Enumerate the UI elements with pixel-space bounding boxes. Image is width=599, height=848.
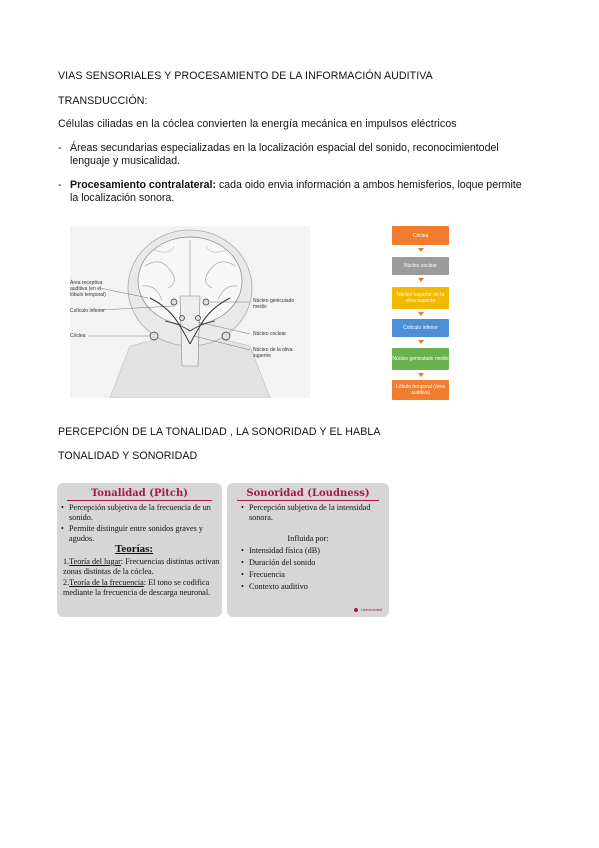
section-transduccion: TRANSDUCCIÓN: bbox=[58, 95, 148, 107]
auditory-pathway-figure bbox=[70, 226, 310, 398]
teoria-frecuencia: 2.Teoría de la frecuencia: El tono se codifica mediante la frecuencia de descarga neuronal. bbox=[63, 578, 211, 597]
flow-arrow-icon bbox=[418, 373, 424, 377]
label-coclea: Cóclea bbox=[70, 333, 86, 339]
flow-arrow-icon bbox=[418, 278, 424, 282]
university-logo-text: Universidad bbox=[361, 607, 383, 612]
label-oliva-superior: Núcleo de la oliva superior bbox=[253, 347, 293, 359]
bullet-areas-text: Áreas secundarias especializadas en la localización espacial del sonido, reconocimientodel lenguaje y musicalidad. bbox=[70, 142, 499, 167]
document-title: VIAS SENSORIALES Y PROCESAMIENTO DE LA INFORMACIÓN AUDITIVA bbox=[58, 70, 433, 82]
label-nucleo-coclear: Núcleo coclear bbox=[253, 331, 287, 337]
flow-box-coclea: Cóclea bbox=[392, 226, 449, 245]
paragraph-celulas: Células ciliadas en la cóclea convierten la energía mecánica en impulsos eléctricos bbox=[58, 118, 457, 130]
label-nucleo-geniculado: Núcleo geniculado medio bbox=[253, 298, 295, 310]
flow-box-lobulo-temporal: Lóbulo temporal (área auditiva) bbox=[392, 380, 449, 400]
flow-arrow-icon bbox=[418, 340, 424, 344]
section-percepcion: PERCEPCIÓN DE LA TONALIDAD , LA SONORIDAD Y EL HABLA bbox=[58, 426, 381, 438]
tonalidad-sonoridad-figure bbox=[55, 480, 391, 618]
sonoridad-item: • Frecuencia bbox=[249, 570, 285, 580]
bullet-contralateral-text bbox=[58, 179, 528, 205]
flow-box-coliculo-inferior: Colículo inferior bbox=[392, 319, 449, 337]
bullet-contralateral bbox=[58, 179, 528, 205]
teoria-lugar: 1.Teoría del lugar: Frecuencias distintas activan zonas distintas de la cóclea. bbox=[63, 557, 220, 576]
teorias-heading: Teorías: bbox=[115, 543, 154, 555]
label-coliculo-inferior: Colículo inferior bbox=[70, 308, 105, 314]
flow-box-nucleo-coclear: Núcleo coclear bbox=[392, 257, 449, 275]
divider bbox=[67, 500, 212, 501]
bullet-contralateral-rest: cada oido envia información a ambos hemisferios, loque permite la localización sonora. bbox=[70, 179, 522, 204]
pathway-flow-diagram bbox=[392, 226, 450, 402]
section-tonalidad-sonoridad: TONALIDAD Y SONORIDAD bbox=[58, 450, 198, 462]
sonoridad-bullet-1: • Percepción subjetiva de la intensidad sonora. bbox=[249, 503, 384, 523]
teoria-frecuencia-rest: : El tono se codifica mediante la frecuencia de descarga neuronal. bbox=[63, 578, 211, 597]
bullet-contralateral-bold: Procesamiento contralateral: bbox=[70, 179, 217, 191]
label-area-receptiva: Área receptiva auditiva (en el lóbulo temporal) bbox=[70, 280, 106, 298]
sonoridad-item: • Contexto auditivo bbox=[249, 582, 308, 592]
tonalidad-bullet-1: • Percepción subjetiva de la frecuencia de un sonido. bbox=[69, 503, 219, 523]
teoria-frecuencia-name: Teoría de la frecuencia bbox=[69, 578, 144, 587]
tonalidad-bullet-2: • Permite distinguir entre sonidos graves y agudos. bbox=[69, 524, 219, 544]
teoria-lugar-rest: : Frecuencias distintas activan zonas distintas de la cóclea. bbox=[63, 557, 220, 576]
flow-arrow-icon bbox=[418, 312, 424, 316]
sonoridad-influida: Influida por: bbox=[287, 534, 329, 543]
bullet-dash: - bbox=[58, 142, 62, 154]
sonoridad-item: • Intensidad física (dB) bbox=[249, 546, 320, 556]
sonoridad-item: • Duración del sonido bbox=[249, 558, 315, 568]
flow-box-oliva-superior: Núcleo superior de la oliva superior bbox=[392, 287, 449, 309]
university-logo-icon bbox=[354, 608, 358, 612]
bullet-dash: - bbox=[58, 179, 62, 191]
flow-box-geniculado-medio: Núcleo geniculado medio bbox=[392, 348, 449, 370]
sonoridad-title: Sonoridad (Loudness) bbox=[246, 488, 370, 499]
bullet-areas bbox=[58, 142, 528, 168]
tonalidad-title: Tonalidad (Pitch) bbox=[90, 488, 189, 499]
teoria-lugar-name: Teoría del lugar bbox=[69, 557, 121, 566]
brain-illustration bbox=[70, 226, 310, 398]
flow-arrow-icon bbox=[418, 248, 424, 252]
panel-tonalidad bbox=[57, 483, 222, 617]
panel-sonoridad bbox=[227, 483, 389, 617]
divider bbox=[237, 500, 379, 501]
